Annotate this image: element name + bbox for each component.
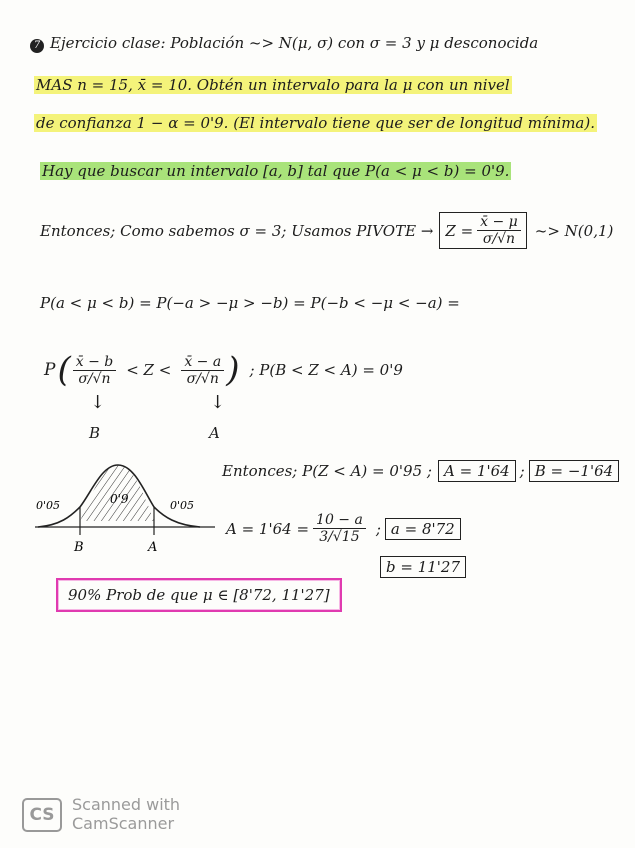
pivot-z-lhs: Z = [445,221,474,240]
pivot-fraction-den: σ/√n [482,231,516,247]
exercise-line-3 [34,114,597,132]
lower-fraction-num: x̄ − b [73,354,117,371]
interval-probability: ; P(B < Z < A) = 0'9 [249,361,403,379]
camscanner-line-2: CamScanner [72,814,175,833]
results-line [222,460,619,482]
pivot-distribution: ~> N(0,1) [534,221,614,240]
exercise-bullet: 7 [30,39,44,53]
a-equation [226,512,461,545]
arrow-b: ↓ [90,392,106,413]
a-equation-semicolon: ; [375,519,381,538]
pivot-box [439,212,526,249]
middle-inequality: < Z < [126,361,172,379]
arrow-a: ↓ [210,392,226,413]
results-text: Entonces; P(Z < A) = 0'95 ; [222,462,432,480]
exercise-line-4 [40,162,511,180]
interval-goal: Hay que buscar un intervalo [a, b] tal que P(a < μ < b) = 0'9. [42,162,510,180]
upper-fraction [181,354,224,387]
camscanner-logo: CS [22,798,62,832]
a-equation-lhs: A = 1'64 = [226,519,310,538]
lower-fraction-den: σ/√n [78,370,111,387]
a-value-box: A = 1'64 [438,460,516,482]
b-result-box: b = 11'27 [380,556,466,578]
standardized-inequality [44,350,403,390]
a-result-box: a = 8'72 [385,518,461,540]
results-separator: ; [519,462,525,480]
lower-fraction [73,354,117,387]
paren-left: ( [57,350,71,390]
camscanner-text [72,795,180,833]
left-tail-label: 0'05 [36,499,61,512]
pivot-fraction-num: x̄ − μ [477,214,521,231]
conclusion-box: 90% Prob de que μ ∈ [8'72, 11'27] [56,578,342,612]
camscanner-line-1: Scanned with [72,795,181,814]
exercise-statement-line-2: MAS n = 15, x̄ = 10. Obtén un intervalo para la μ con un nivel [36,76,510,94]
probability-equation: P(a < μ < b) = P(−a > −μ > −b) = P(−b < −μ < −a) = [40,294,460,312]
upper-fraction-num: x̄ − a [181,354,224,371]
prob-open: P [44,360,56,380]
axis-label-b: B [74,540,84,555]
pivot-text: Entonces; Como sabemos σ = 3; Usamos PIVOTE → [40,221,434,240]
label-a: A [209,424,220,442]
a-equation-num: 10 − a [313,512,366,529]
a-equation-den: 3/√15 [319,529,360,545]
upper-fraction-den: σ/√n [186,370,219,387]
exercise-line-1 [30,34,538,53]
b-value-box: B = −1'64 [529,460,619,482]
normal-curve-graph [30,455,220,555]
a-equation-fraction [313,512,366,545]
right-tail-label: 0'05 [170,499,195,512]
paren-right: ) [226,350,240,390]
axis-label-a: A [148,540,158,555]
center-area-label: 0'9 [110,492,129,506]
label-b: B [89,424,101,442]
exercise-statement-line-3: de confianza 1 − α = 0'9. (El intervalo tiene que ser de longitud mínima). [36,114,595,132]
pivot-fraction [477,214,521,247]
exercise-line-2 [34,76,512,94]
exercise-statement-line-1: Ejercicio clase: Población ~> N(μ, σ) con σ = 3 y μ desconocida [50,34,539,52]
pivot-line [40,212,613,249]
